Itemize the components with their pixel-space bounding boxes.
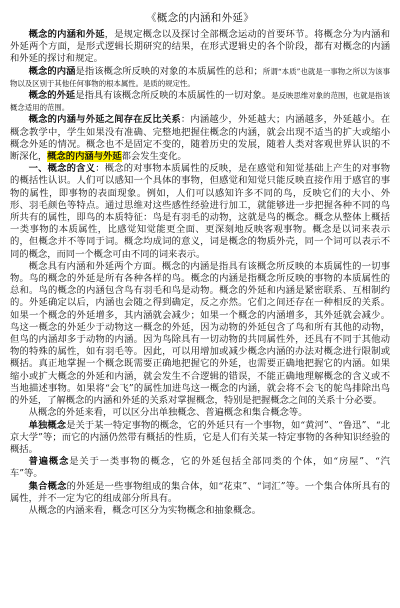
section-heading-concept-meaning: 一、概念的含义 <box>28 163 96 175</box>
inverse-relation-text-a: ：内涵越少，外延越大；内涵越多，外延越小。在概念教学中，学生如果没有准确、完整地把握住概念的内涵，就会出现不适当的扩大或缩小概念外延的情况。概念也不是固定不变的，随着历史的发展，随着人类对客观世界认识的不断深化， <box>10 114 390 163</box>
term-collective-concept: 集合概念 <box>28 480 67 492</box>
paragraph-extension-definition <box>10 90 390 114</box>
paragraph-classification-by-intension: 从概念的内涵来看，概念可区分为实物概念和抽象概念。 <box>28 504 262 516</box>
term-general-concept: 普遍概念 <box>28 456 70 468</box>
paragraph-inverse-relation <box>10 114 390 163</box>
paragraph-intro-text: ，是规定概念以及探讨全部概念运动的首要环节。将概念分为内涵和外延两个方面，是形式逻辑长期研究的结果，在形式逻辑史的各个阶段，都有对概念的内涵和外延的探讨和规定。 <box>10 29 390 65</box>
extension-note: 是反映思维对象的范围，也就是指该概念适用的范围。 <box>10 91 390 113</box>
concept-meaning-text: ：概念的对事物本质属性的反映，是在感觉和知觉基础上产生的对事物的概括性认识。人们可以感知一个具体的事物，但感觉和知觉只能反映直接作用于感官的事物的属性，即事物的表面现象。例如，人们可以感知许多不同的鸟，反映它们的大小、外形、羽毛颜色等特点。通过思维对这些感性经验进行加工，就能够进一步把握各种不同的鸟所共有的属性，即鸟的本质特征：鸟是有羽毛的动物，这就是鸟的概念。概念从整体上概括一类事物的本质属性，比感觉知觉能更全面、更深刻地反映客观事物。概念是以词来表示的，但概念并不等同于词。概念均成词的意义，词是概念的物质外壳，同一个词可以表示不同的概念，而同一个概念可由不同的词来表示。 <box>10 163 390 260</box>
term-intension: 概念的内涵 <box>28 65 76 77</box>
term-concept-intension-extension: 概念的内涵和外延 <box>28 29 105 40</box>
term-extension: 概念的外延 <box>28 90 76 102</box>
paragraph-collective-concept <box>10 481 390 505</box>
highlighted-phrase: 概念的内涵与外延 <box>47 151 122 163</box>
document-title: 《概念的内涵和外延》 <box>146 12 254 24</box>
paragraph-classification-by-extension: 从概念的外延来看，可以区分出单独概念、普遍概念和集合概念等。 <box>28 407 308 419</box>
extension-definition-text: 是指具有该概念所反映的本质属性的一切对象。 <box>75 90 272 102</box>
paragraph-singular-concept <box>10 420 390 457</box>
general-concept-text: 是关于一类事物的概念，它的外延包括全部同类的个体，如“房屋”、“汽车”等。 <box>10 456 390 480</box>
intension-definition-text: 是指该概念所反映的对象的本质属性的总和； <box>75 65 263 77</box>
paragraph-intro <box>10 29 390 66</box>
collective-concept-text: 的外延是一些事物组成的集合体，如“花束”、“词汇”等。一个集合体所具有的属性，并不一定为它的组成部分所具有。 <box>10 480 390 504</box>
paragraph-concept-meaning <box>10 163 390 261</box>
inverse-relation-text-b: 都会发生变化。 <box>121 151 187 163</box>
singular-concept-text: 是关于某一特定事物的概念，它的外延只有一个事物，如“黄河”、“鲁迅”、“北京大学”等；而它的内涵仍然带有概括的性质，它是人们有关某一特定事物的各种知识经验的概括。 <box>10 419 390 455</box>
paragraph-intension-definition <box>10 66 390 90</box>
term-inverse-relation: 概念的内涵与外延之间存在反比关系 <box>28 114 181 126</box>
paragraph-intension-extension-relation: 概念具有内涵和外延两个方面。概念的内涵是指具有该概念所反映的本质属性的一切事物。鸟的概念的外延是所有各种各样的鸟。概念的内涵是指概念所反映的事物的本质属性的总和。鸟的概念的内涵包含鸟有羽毛和鸟是动物。概念的外延和内涵是紧密联系、互相制约的。外延确定以后，内涵也会随之得到确定，反之亦然。它们之间还存在一种相反的关系。如果一个概念的外延增多，其内涵就会减少；如果一个概念的内涵增多，其外延就会减少。鸟这一概念的外延少于动物这一概念的外延，因为动物的外延包含了鸟和所有其他的动物，但鸟的内涵却多于动物的内涵。因为鸟除具有一切动物的共同属性外，还具有不同于其他动物的特殊的属性，如有羽毛等。因此，可以用增加或减少概念内涵的办法对概念进行限制或概括。真正地掌握一个概念既需要正确地把握它的外延，也需要正确地把握它的内涵。如果缩小或扩大概念的外延和内涵，就会发生不合逻辑的错误，不能正确地理解概念的含义或不当地描述事物。如果将“会飞”的属性加进鸟这一概念的内涵，就会将不会飞的鸵鸟排除出鸟的外延，了解概念的内涵和外延的关系对掌握概念，特别是把握概念之间的关系十分必要。 <box>10 260 390 407</box>
intension-note: 所谓“本质”也就是一事物之所以为该事物以及区别于其他任何事物的根本属性。是质的规定性。 <box>10 66 390 88</box>
term-singular-concept: 单独概念 <box>28 419 67 431</box>
paragraph-general-concept <box>10 456 390 480</box>
